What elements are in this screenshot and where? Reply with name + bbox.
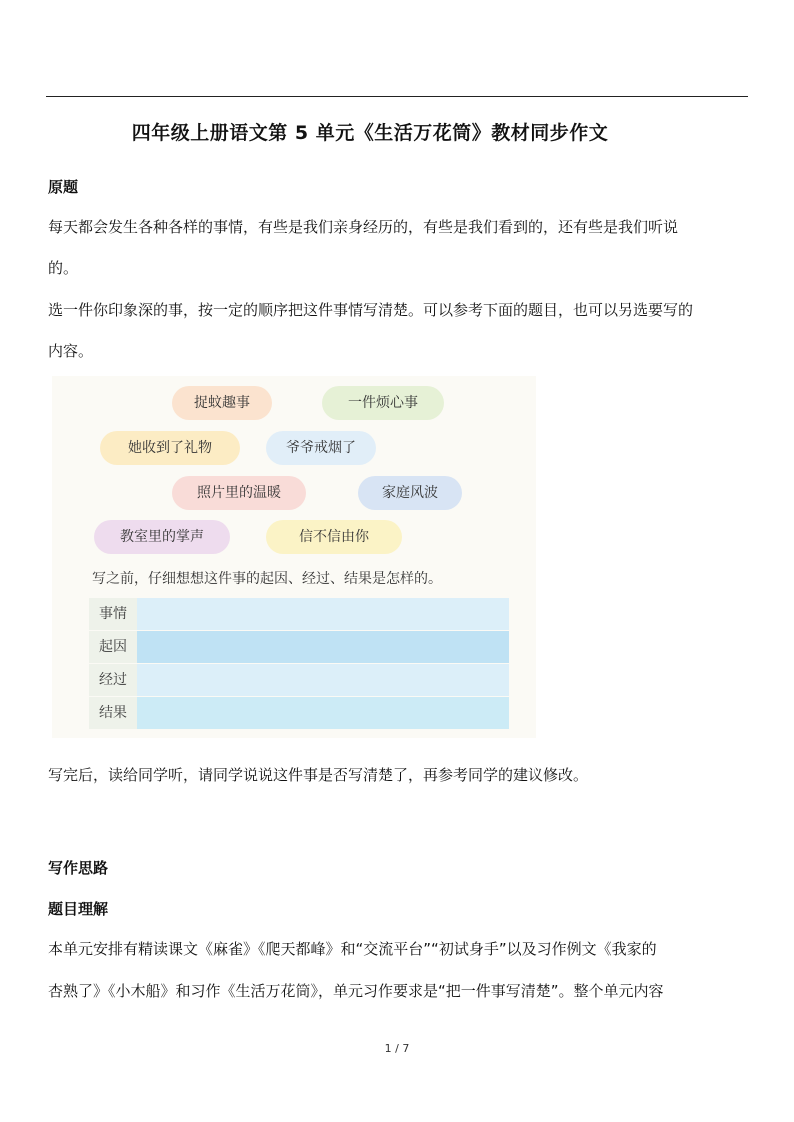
topic-tag: 照片里的温暖	[172, 476, 306, 510]
paragraph-2-line-2: 内容。	[48, 342, 94, 360]
header-rule	[46, 96, 748, 97]
textbook-figure	[52, 376, 536, 738]
row-label: 事情	[89, 598, 137, 630]
topic-tag: 教室里的掌声	[94, 520, 230, 554]
row-blank	[137, 697, 509, 729]
paragraph-4-line-2: 杏熟了》《小木船》和习作《生活万花筒》，单元习作要求是“把一件事写清楚”。整个单元内容	[48, 982, 664, 1000]
topic-tag: 信不信由你	[266, 520, 402, 554]
heading-topic-understanding: 题目理解	[48, 900, 109, 918]
event-planning-table	[89, 598, 509, 730]
figure-caption: 写之前，仔细想想这件事的起因、经过、结果是怎样的。	[92, 571, 442, 587]
topic-tag: 爷爷戒烟了	[266, 431, 376, 465]
document-title: 四年级上册语文第 5 单元《生活万花筒》教材同步作文	[131, 122, 609, 144]
row-blank	[137, 631, 509, 663]
paragraph-4-line-1: 本单元安排有精读课文《麻雀》《爬天都峰》和“交流平台”“初试身手”以及习作例文《我家的	[48, 940, 657, 958]
row-blank	[137, 598, 509, 630]
paragraph-2-line-1: 选一件你印象深的事，按一定的顺序把这件事情写清楚。可以参考下面的题目，也可以另选要写的	[48, 301, 694, 319]
paragraph-1-line-1: 每天都会发生各种各样的事情，有些是我们亲身经历的，有些是我们看到的，还有些是我们听说	[48, 218, 679, 236]
paragraph-1-line-2: 的。	[48, 259, 79, 277]
table-row	[89, 664, 509, 696]
heading-original-question: 原题	[48, 178, 79, 196]
row-label: 结果	[89, 697, 137, 729]
table-row	[89, 631, 509, 663]
row-label: 起因	[89, 631, 137, 663]
row-label: 经过	[89, 664, 137, 696]
page-number: 1 / 7	[384, 1042, 410, 1055]
topic-tag: 家庭风波	[358, 476, 462, 510]
topic-tag: 一件烦心事	[322, 386, 444, 420]
table-row	[89, 697, 509, 729]
paragraph-3: 写完后，读给同学听，请同学说说这件事是否写清楚了，再参考同学的建议修改。	[48, 766, 589, 784]
row-blank	[137, 664, 509, 696]
table-row	[89, 598, 509, 630]
topic-tag: 她收到了礼物	[100, 431, 240, 465]
heading-writing-approach: 写作思路	[48, 859, 109, 877]
topic-tag: 捉蚊趣事	[172, 386, 272, 420]
